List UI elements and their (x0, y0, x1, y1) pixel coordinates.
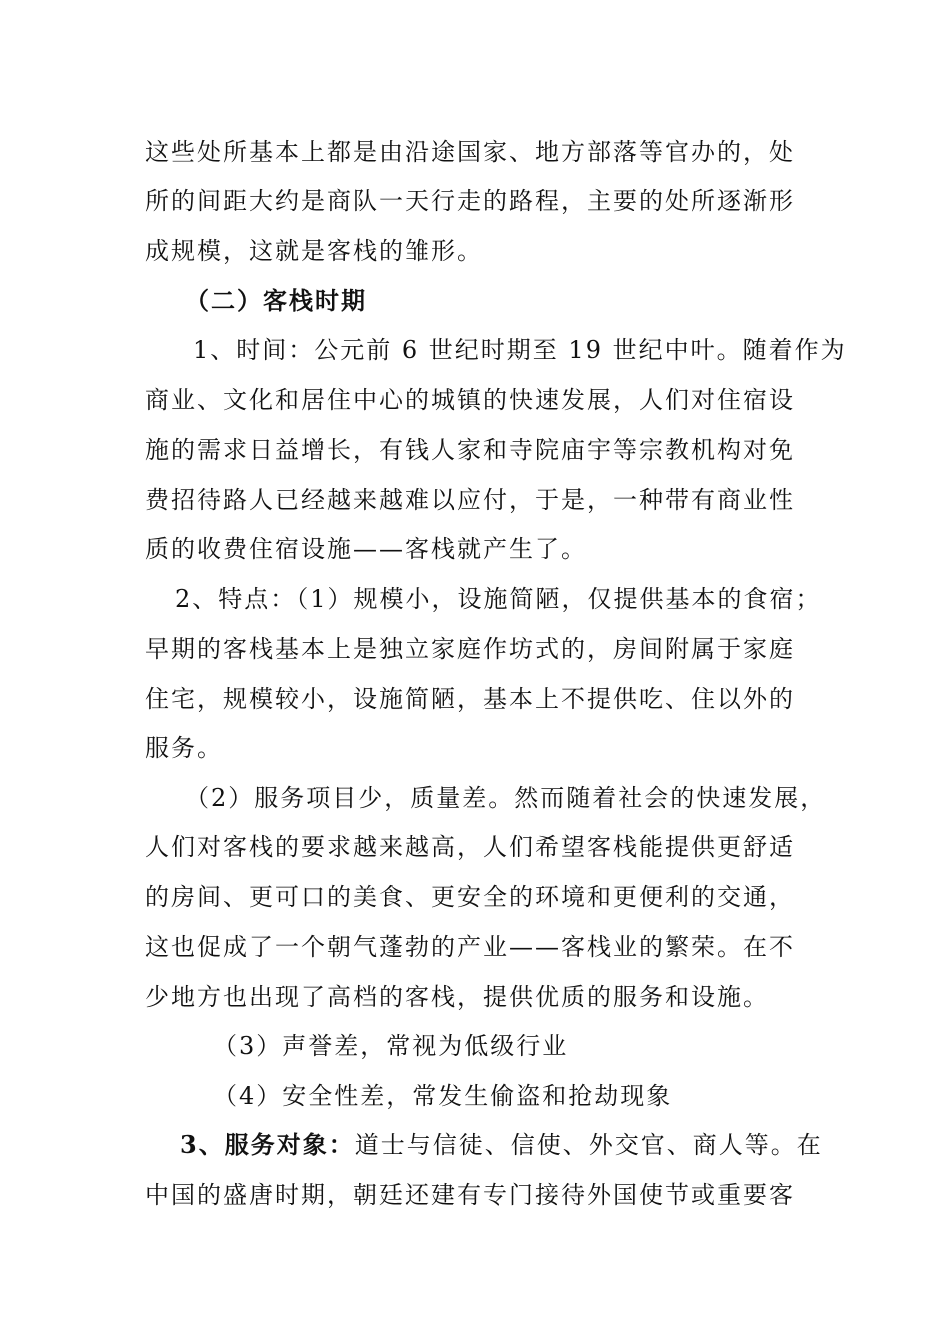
paragraph-line: 的房间、更可口的美食、更安全的环境和更便利的交通， (145, 883, 795, 911)
paragraph-line: 2、特点：（1）规模小，设施简陋，仅提供基本的食宿； (175, 585, 822, 613)
service-objects-line (180, 1130, 823, 1160)
paragraph-line: 少地方也出现了高档的客栈，提供优质的服务和设施。 (145, 983, 769, 1011)
service-objects-text: 道士与信徒、信使、外交官、商人等。在 (354, 1131, 823, 1159)
paragraph-line: 服务。 (145, 734, 223, 762)
paragraph-line: 这也促成了一个朝气蓬勃的产业——客栈业的繁荣。在不 (145, 933, 795, 961)
service-objects-label: 3、服务对象： (180, 1130, 355, 1159)
paragraph-line: （4）安全性差，常发生偷盗和抢劫现象 (213, 1082, 673, 1110)
paragraph-line: 住宅，规模较小，设施简陋，基本上不提供吃、住以外的 (145, 685, 795, 713)
paragraph-line: 中国的盛唐时期，朝廷还建有专门接待外国使节或重要客 (145, 1181, 795, 1209)
paragraph-line: 这些处所基本上都是由沿途国家、地方部落等官办的，处 (145, 138, 795, 166)
paragraph-line: 早期的客栈基本上是独立家庭作坊式的，房间附属于家庭 (145, 635, 795, 663)
paragraph-line: （3）声誉差，常视为低级行业 (213, 1032, 569, 1060)
paragraph-line: （2）服务项目少，质量差。然而随着社会的快速发展， (185, 784, 827, 812)
paragraph-line: 费招待路人已经越来越难以应付，于是，一种带有商业性 (145, 486, 795, 514)
paragraph-line: 商业、文化和居住中心的城镇的快速发展，人们对住宿设 (145, 386, 795, 414)
paragraph-line: 成规模，这就是客栈的雏形。 (145, 237, 483, 265)
paragraph-line: 施的需求日益增长，有钱人家和寺院庙宇等宗教机构对免 (145, 436, 795, 464)
paragraph-line: 所的间距大约是商队一天行走的路程，主要的处所逐渐形 (145, 187, 795, 215)
paragraph-line: 1、时间：公元前 6 世纪时期至 19 世纪中叶。随着作为 (193, 336, 847, 364)
paragraph-line: 质的收费住宿设施——客栈就产生了。 (145, 535, 587, 563)
paragraph-line: 人们对客栈的要求越来越高，人们希望客栈能提供更舒适 (145, 833, 795, 861)
section-heading: （二）客栈时期 (185, 286, 367, 315)
